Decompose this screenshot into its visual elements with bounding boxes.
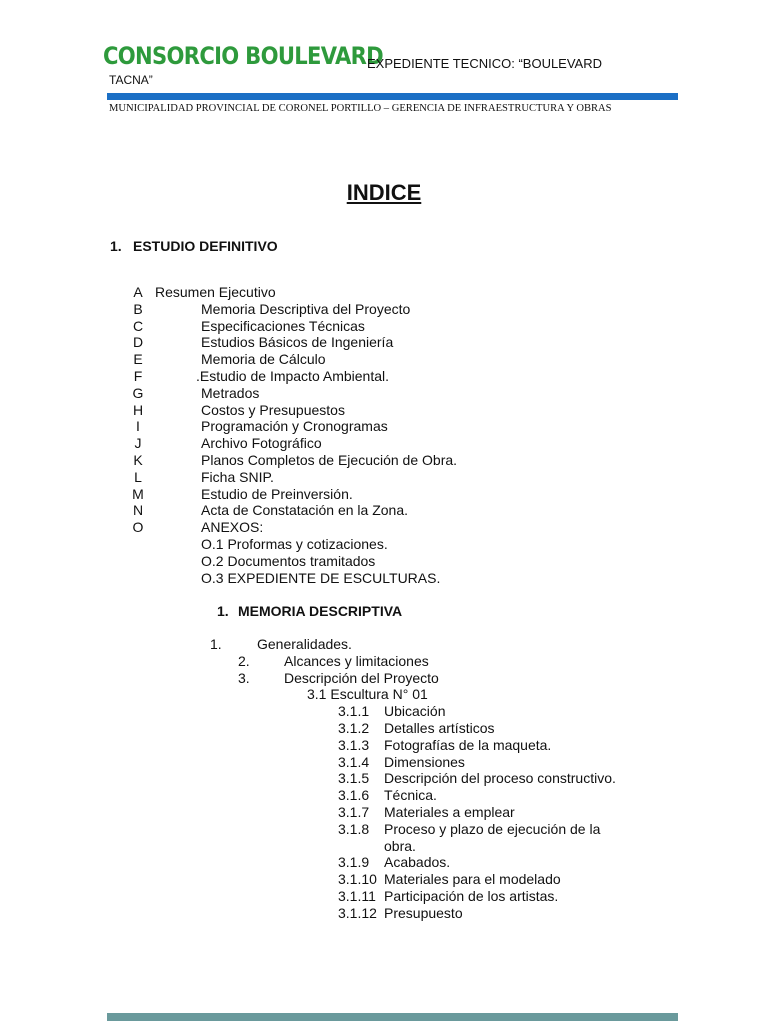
index-letter: C bbox=[132, 317, 144, 334]
section1-heading: ESTUDIO DEFINITIVO bbox=[133, 238, 278, 254]
index-letter: I bbox=[136, 418, 140, 435]
expediente-location: TACNA” bbox=[109, 73, 153, 87]
subitem-number: 3.1.12 bbox=[338, 904, 377, 921]
subitem-number: 3.1.5 bbox=[338, 770, 370, 787]
index-item: Planos Completos de Ejecución de Obra. bbox=[201, 452, 458, 468]
section1-number: 1. bbox=[110, 238, 122, 254]
section2-number: 1. bbox=[217, 603, 229, 619]
index-item: ANEXOS: bbox=[201, 519, 264, 536]
index-letter: K bbox=[133, 452, 143, 468]
index-item: Estudios Básicos de Ingeniería bbox=[201, 334, 394, 351]
index-letter: G bbox=[132, 384, 144, 401]
index-item: Especificaciones Técnicas bbox=[201, 317, 365, 334]
subitem: obra. bbox=[384, 837, 416, 854]
index-letter: L bbox=[134, 468, 142, 485]
subitem-number: 3.1.2 bbox=[338, 720, 370, 736]
memoria-item-number: 2. bbox=[238, 652, 250, 669]
subitem: Materiales a emplear bbox=[384, 804, 515, 820]
index-letter: N bbox=[132, 502, 144, 519]
subitem-number: 3.1.8 bbox=[338, 820, 370, 837]
subitem: Presupuesto bbox=[384, 904, 463, 921]
anexo-item: O.2 Documentos tramitados bbox=[201, 552, 376, 569]
index-letter: B bbox=[133, 300, 143, 317]
index-item: Costos y Presupuestos bbox=[201, 401, 345, 418]
index-item: Archivo Fotográfico bbox=[201, 435, 322, 452]
subitem-number: 3.1.6 bbox=[338, 787, 370, 804]
index-item: Acta de Constatación en la Zona. bbox=[201, 502, 409, 519]
index-item: Resumen Ejecutivo bbox=[155, 284, 276, 300]
company-logo: CONSORCIO BOULEVARD bbox=[103, 42, 383, 70]
index-letter: F bbox=[133, 368, 143, 384]
subitem: Proceso y plazo de ejecución de la bbox=[384, 820, 601, 837]
subitem: Descripción del proceso constructivo. bbox=[384, 770, 616, 787]
index-letter: O bbox=[132, 519, 144, 536]
anexo-item: O.1 Proformas y cotizaciones. bbox=[201, 536, 388, 552]
subitem-number: 3.1.4 bbox=[338, 753, 370, 770]
index-item: Memoria de Cálculo bbox=[201, 351, 326, 368]
subitem-number: 3.1.10 bbox=[338, 871, 377, 888]
subitem: Ubicación bbox=[384, 703, 446, 720]
index-item: Estudio de Preinversión. bbox=[201, 485, 353, 502]
index-letter: H bbox=[132, 401, 144, 418]
subitem: Dimensiones bbox=[384, 753, 465, 770]
memoria-item-number: 1. bbox=[210, 636, 222, 652]
index-letter: M bbox=[132, 485, 144, 502]
subitem-number: 3.1.3 bbox=[338, 736, 370, 753]
anexo-item: O.3 EXPEDIENTE DE ESCULTURAS. bbox=[201, 569, 441, 586]
subitem: Participación de los artistas. bbox=[384, 888, 559, 904]
subitem: Técnica. bbox=[384, 787, 437, 804]
memoria-item: Generalidades. bbox=[257, 636, 352, 652]
index-letter: A bbox=[133, 284, 143, 300]
subsection-heading: 3.1 Escultura N° 01 bbox=[307, 686, 428, 703]
index-letter: D bbox=[132, 334, 144, 351]
index-item: .Estudio de Impacto Ambiental. bbox=[196, 368, 389, 384]
index-item: Programación y Cronogramas bbox=[201, 418, 388, 435]
index-item: Metrados bbox=[201, 384, 260, 401]
subitem: Acabados. bbox=[384, 854, 451, 871]
subitem: Fotografías de la maqueta. bbox=[384, 736, 552, 753]
index-letter: E bbox=[133, 351, 143, 368]
footer-divider-bar bbox=[107, 1013, 678, 1021]
subitem-number: 3.1.7 bbox=[338, 804, 370, 820]
subitem-number: 3.1.11 bbox=[338, 888, 376, 904]
memoria-item: Descripción del Proyecto bbox=[284, 669, 439, 686]
index-item: Memoria Descriptiva del Proyecto bbox=[201, 300, 411, 317]
subitem-number: 3.1.1 bbox=[338, 703, 370, 720]
section2-heading: MEMORIA DESCRIPTIVA bbox=[238, 603, 403, 619]
header-divider-bar bbox=[107, 93, 678, 100]
page-title: INDICE bbox=[346, 180, 422, 205]
subitem: Detalles artísticos bbox=[384, 720, 495, 736]
municipality-line: MUNICIPALIDAD PROVINCIAL DE CORONEL PORTILLO – GERENCIA DE INFRAESTRUCTURA Y OBRAS bbox=[109, 102, 612, 114]
index-item: Ficha SNIP. bbox=[201, 468, 274, 485]
memoria-item-number: 3. bbox=[238, 669, 250, 686]
subitem-number: 3.1.9 bbox=[338, 854, 370, 871]
subitem: Materiales para el modelado bbox=[384, 871, 561, 888]
memoria-item: Alcances y limitaciones bbox=[284, 652, 429, 669]
expediente-title: EXPEDIENTE TECNICO: “BOULEVARD bbox=[367, 56, 603, 71]
index-letter: J bbox=[134, 435, 142, 452]
